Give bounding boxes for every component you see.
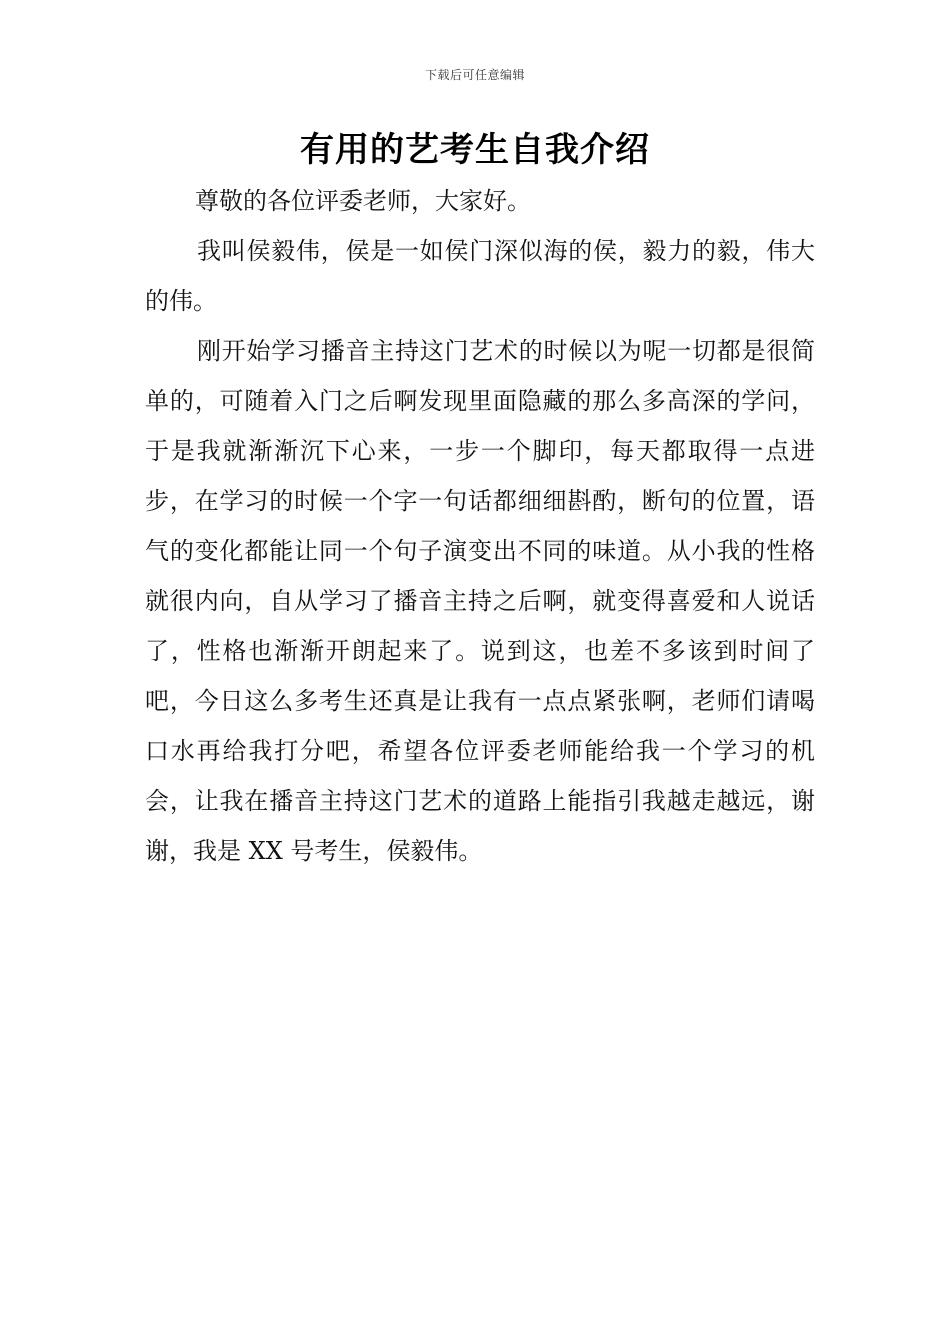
- introduction-paragraph: 刚开始学习播音主持这门艺术的时候以为呢一切都是很简单的，可随着入门之后啊发现里面隐藏的那么多高深的学问，于是我就渐渐沉下心来，一步一个脚印，每天都取得一点进步，在学习的时候一个字一句话都细细斟酌，断句的位置，语气的变化都能让同一个句子演变出不同的味道。从小我的性格就很内向，自从学习了播音主持之后啊，就变得喜爱和人说话了，性格也渐渐开朗起来了。说到这，也差不多该到时间了吧，今日这么多考生还真是让我有一点点紧张啊，老师们请喝口水再给我打分吧，希望各位评委老师能给我一个学习的机会，让我在播音主持这门艺术的道路上能指引我越走越远，谢谢，我是 XX 号考生，侯毅伟。: [145, 337, 815, 865]
- greeting-paragraph: 尊敬的各位评委老师，大家好。: [195, 187, 531, 215]
- name-paragraph: 我叫侯毅伟，侯是一如侯门深似海的侯，毅力的毅，伟大的伟。: [145, 237, 815, 315]
- document-body: [145, 176, 815, 876]
- header-note: 下载后可任意编辑: [424, 68, 525, 82]
- document-title: 有用的艺考生自我介绍: [300, 130, 650, 170]
